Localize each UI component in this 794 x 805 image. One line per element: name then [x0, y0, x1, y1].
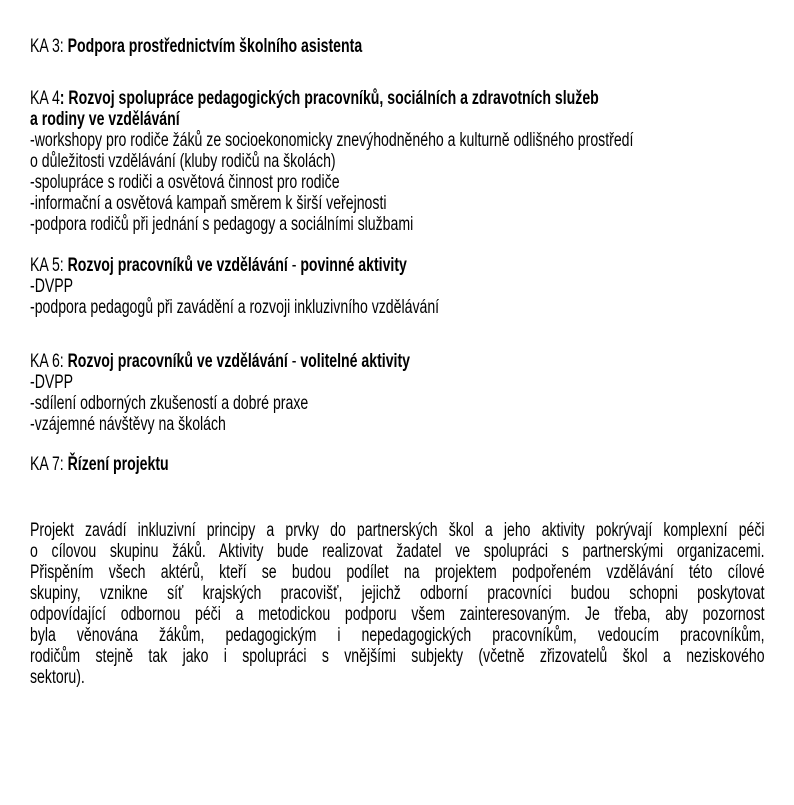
ka5-title-separator: -: [287, 255, 301, 276]
ka4-title-line1: : Rozvoj spolupráce pedagogických pracovníků, sociálních a zdravotních služeb: [59, 88, 599, 109]
ka5-activity-item: -DVPP: [30, 276, 74, 297]
ka4-activity-item: -podpora rodičů při jednání s pedagogy a sociálními službami: [30, 214, 414, 235]
ka3-title: Podpora prostřednictvím školního asistenta: [67, 36, 363, 57]
paragraph-line-8: sektoru).: [30, 667, 85, 688]
ka5-title-main: Rozvoj pracovníků ve vzdělávání: [67, 255, 288, 276]
ka6-activity-item: -vzájemné návštěvy na školách: [30, 414, 226, 435]
ka6-label: KA 6:: [30, 351, 68, 372]
paragraph-line-2: o cílovou skupinu žáků. Aktivity bude realizovat žadatel ve spolupráci s partnerskými organizacemi.: [30, 541, 765, 562]
ka4-label: KA 4: [30, 88, 60, 109]
paragraph-line-6: byla věnována žákům, pedagogickým i nepedagogických pracovníkům, vedoucím pracovníkům,: [30, 625, 765, 646]
ka6-title-main: Rozvoj pracovníků ve vzdělávání: [67, 351, 288, 372]
paragraph-line-7: rodičům stejně tak jako i spolupráci s vnějšími subjekty (včetně zřizovatelů škol a neziskového: [30, 646, 765, 667]
ka6-activity-item: -DVPP: [30, 372, 74, 393]
ka3-label: KA 3:: [30, 36, 68, 57]
project-summary-paragraph: [30, 520, 765, 688]
ka5-title-suffix: povinné aktivity: [300, 255, 407, 276]
ka7-label: KA 7:: [30, 454, 68, 475]
ka4-activity-item: -informační a osvětová kampaň směrem k širší veřejnosti: [30, 193, 387, 214]
ka4-activity-item: o důležitosti vzdělávání (kluby rodičů na školách): [30, 151, 336, 172]
section-ka4: [30, 88, 765, 235]
ka4-heading-line2: [30, 109, 765, 130]
section-ka3: [30, 36, 765, 57]
ka6-title-suffix: volitelné aktivity: [300, 351, 411, 372]
paragraph-line-4: skupiny, vznikne síť krajských pracovišť, jejichž odborní pracovníci budou schopni poskytovat: [30, 583, 765, 604]
section-ka7: [30, 454, 765, 475]
section-ka6: [30, 351, 765, 435]
ka3-heading: [30, 36, 765, 57]
ka4-heading-line1: [30, 88, 765, 109]
ka5-activity-item: -podpora pedagogů při zavádění a rozvoji inkluzivního vzdělávání: [30, 297, 440, 318]
ka6-title-separator: -: [287, 351, 301, 372]
paragraph-line-3: Přispěním všech aktérů, kteří se budou podílet na projektem podpořeném vzdělávání této cílové: [30, 562, 765, 583]
section-ka5: [30, 255, 765, 318]
ka6-activity-item: -sdílení odborných zkušeností a dobré praxe: [30, 393, 309, 414]
ka6-heading: [30, 351, 765, 372]
ka4-activity-item: -workshopy pro rodiče žáků ze socioekonomicky znevýhodněného a kulturně odlišného prostředí: [30, 130, 634, 151]
paragraph-line-5: odpovídající odbornou péči a metodickou podporu všem zainteresovaným. Je třeba, aby pozornost: [30, 604, 765, 625]
ka7-heading: [30, 454, 765, 475]
ka5-label: KA 5:: [30, 255, 68, 276]
ka5-heading: [30, 255, 765, 276]
ka4-activity-item: -spolupráce s rodiči a osvětová činnost pro rodiče: [30, 172, 340, 193]
ka4-title-line2: a rodiny ve vzdělávání: [30, 109, 180, 130]
paragraph-line-1: Projekt zavádí inkluzivní principy a prvky do partnerských škol a jeho aktivity pokrývají komplexní péči: [30, 520, 765, 541]
ka7-title: Řízení projektu: [67, 454, 169, 475]
